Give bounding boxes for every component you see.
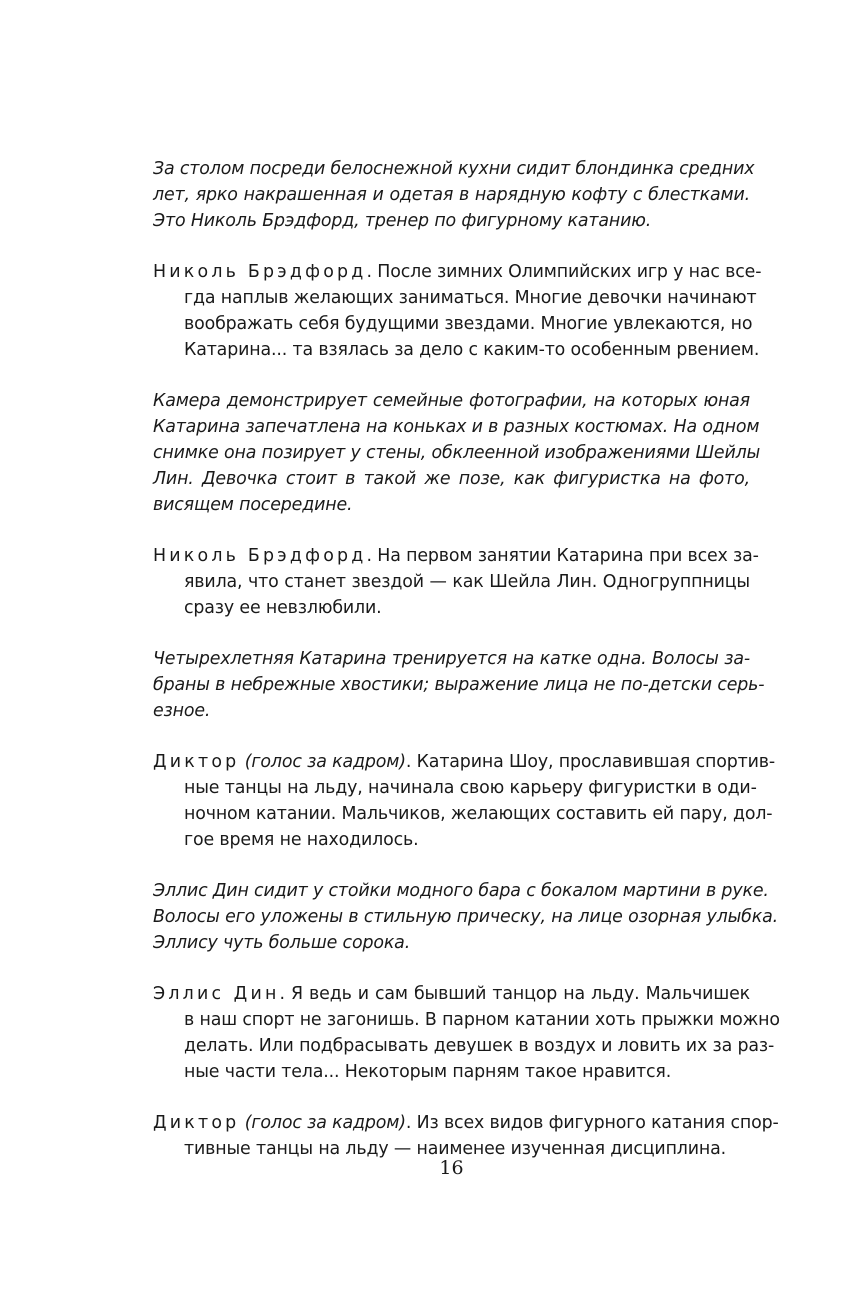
speech-text: . Я ведь и сам бывший танцор на льду. Мальчишек <box>279 984 750 1004</box>
text-line: делать. Или подбрасывать девушек в воздух и ловить их за раз- <box>184 1036 775 1056</box>
text-line: висящем посередине. <box>153 495 353 515</box>
text-line: Эллису чуть больше сорока. <box>153 933 411 953</box>
speech-text: . На первом занятии Катарина при всех за- <box>366 546 759 566</box>
speaker-name: Эллис Дин <box>153 984 280 1004</box>
text-line: За столом посреди белоснежной кухни сидит блондинка средних <box>153 159 755 179</box>
text-line: езное. <box>153 701 211 721</box>
speaker-name: Диктор <box>153 1113 240 1133</box>
dialogue-block <box>153 749 775 853</box>
text-line: Волосы его уложены в стильную прическу, на лице озорная улыбка. <box>153 907 778 927</box>
text-line: сразу ее невзлюбили. <box>184 598 382 618</box>
text-line <box>153 749 775 775</box>
text-line: Эллис Дин сидит у стойки модного бара с бокалом мартини в руке. <box>153 881 769 901</box>
text-line <box>153 1110 779 1136</box>
text-line <box>153 259 762 285</box>
dialogue-block <box>153 543 759 621</box>
text-line: Камера демонстрирует семейные фотографии, на которых юная <box>153 391 750 411</box>
speaker-name: Диктор <box>153 752 240 772</box>
stage-direction <box>153 878 778 956</box>
text-line: ночном катании. Мальчиков, желающих составить ей пару, дол- <box>184 804 773 824</box>
text-line: браны в небрежные хвостики; выражение лица не по-детски серь- <box>153 675 765 695</box>
text-line: Лин. Девочка стоит в такой же позе, как фигуристка на фото, <box>153 469 750 489</box>
book-page-text <box>153 156 780 1187</box>
text-line: Катарина запечатлена на коньках и в разных костюмах. На одном <box>153 417 760 437</box>
text-line: воображать себя будущими звездами. Многие увлекаются, но <box>184 314 753 334</box>
text-line: тивные танцы на льду — наименее изученная дисциплина. <box>184 1139 727 1159</box>
text-line <box>153 981 750 1007</box>
text-line: Четырехлетняя Катарина тренируется на катке одна. Волосы за- <box>153 649 750 669</box>
dialogue-block <box>153 1110 779 1162</box>
text-line: гда наплыв желающих заниматься. Многие девочки начинают <box>184 288 757 308</box>
text-line: снимке она позирует у стены, обклеенной изображениями Шейлы <box>153 443 761 463</box>
page-number: 16 <box>439 1157 464 1179</box>
stage-direction <box>153 156 755 234</box>
speaker-name: Николь Брэдфорд <box>153 546 367 566</box>
text-line: Катарина... та взялась за дело с каким-то особенным рвением. <box>184 340 760 360</box>
text-line <box>153 543 759 569</box>
text-line: Это Николь Брэдфорд, тренер по фигурному катанию. <box>153 211 652 231</box>
dialogue-block <box>153 981 780 1085</box>
text-line: в наш спорт не загонишь. В парном катании хоть прыжки можно <box>184 1010 780 1030</box>
text-line: гое время не находилось. <box>184 830 419 850</box>
speaker-name: Николь Брэдфорд <box>153 262 367 282</box>
speaker-aside: (голос за кадром) <box>244 752 406 772</box>
dialogue-block <box>153 259 762 363</box>
speech-text: . Из всех видов фигурного катания спор- <box>405 1113 779 1133</box>
stage-direction <box>153 646 765 724</box>
text-line: ные части тела... Некоторым парням такое нравится. <box>184 1062 672 1082</box>
text-line: лет, ярко накрашенная и одетая в нарядную кофту с блестками. <box>153 185 750 205</box>
stage-direction <box>153 388 761 518</box>
speaker-aside: (голос за кадром) <box>244 1113 406 1133</box>
text-line: ные танцы на льду, начинала свою карьеру фигуристки в оди- <box>184 778 757 798</box>
speech-text: . После зимних Олимпийских игр у нас все- <box>366 262 762 282</box>
speech-text: . Катарина Шоу, прославившая спортив- <box>405 752 775 772</box>
text-line: явила, что станет звездой — как Шейла Лин. Одногруппницы <box>184 572 750 592</box>
